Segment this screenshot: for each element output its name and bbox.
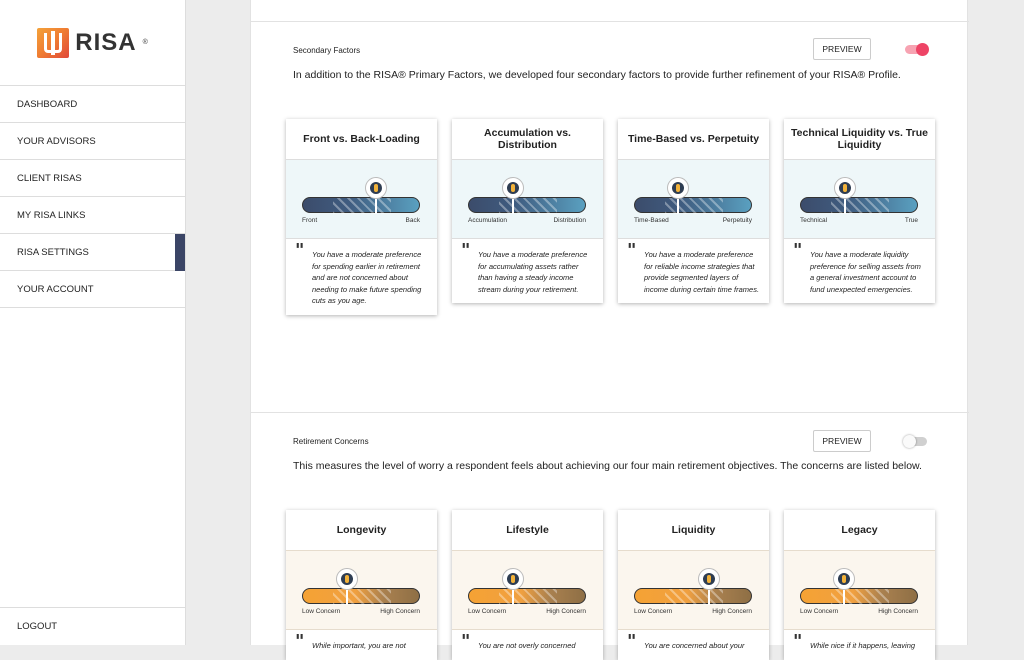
factor-scale [784,159,935,239]
profile-marker-icon [698,568,720,590]
scale-bar [468,588,586,604]
scale-left-label: Low Concern [634,608,673,615]
secondary-factors-description: In addition to the RISA® Primary Factors, we developed four secondary factors to provide further refinement of your RISA® Profile. [293,69,901,81]
divider [251,412,969,413]
concern-scale [452,550,603,630]
factor-scale [452,159,603,239]
card-quote-text: You are concerned about your [644,641,745,650]
scale-bar [800,588,918,604]
scale-bar [468,197,586,213]
concern-card [286,510,437,660]
scale-right-label: Back [405,217,420,224]
factor-card [618,119,769,303]
factor-scale [286,159,437,239]
concern-scale [618,550,769,630]
quote-icon: " [793,240,803,261]
scale-right-label: Perpetuity [722,217,752,224]
concern-card [618,510,769,660]
factor-scale [618,159,769,239]
card-title: Longevity [336,524,387,536]
card-quote [286,239,437,315]
nav-item-risa-settings[interactable]: RISA SETTINGS [0,234,185,271]
secondary-factors-toggle[interactable] [905,45,927,54]
retirement-concerns-description: This measures the level of worry a respondent feels about achieving our four main retirement objectives. The concerns are listed below. [293,460,922,472]
scale-left-label: Time-Based [634,217,669,224]
scale-right-label: True [904,217,918,224]
sidebar [0,0,186,645]
profile-marker-icon [365,177,387,199]
concern-scale [784,550,935,630]
nav-item-my-risa-links[interactable]: MY RISA LINKS [0,197,185,234]
card-quote-text: You have a moderate preference for accumulating assets rather than having a steady income stream during your retirement. [478,250,588,294]
logo[interactable] [0,0,185,86]
profile-marker-icon [834,177,856,199]
card-title: Liquidity [671,524,716,536]
card-quote [618,630,769,660]
profile-marker-icon [336,568,358,590]
brand-name: RISA [75,28,137,56]
card-title: Front vs. Back-Loading [303,133,420,145]
scale-left-label: Low Concern [800,608,839,615]
card-quote-text: While important, you are not [312,641,406,650]
scale-right-label: High Concern [878,608,918,615]
scale-right-label: Distribution [553,217,586,224]
quote-icon: " [461,631,471,652]
scale-right-label: High Concern [546,608,586,615]
card-quote [452,630,603,660]
secondary-preview-button[interactable]: PREVIEW [813,38,871,60]
quote-icon: " [295,240,305,261]
profile-marker-icon [667,177,689,199]
risa-logo-icon [37,28,69,58]
scale-bar [302,588,420,604]
brand-registered: ® [142,39,148,46]
scale-left-label: Accumulation [468,217,508,224]
card-quote-text: You have a moderate liquidity preference for selling assets from a general investment account to fund unexpected emergencies. [810,250,921,294]
nav-item-dashboard[interactable]: DASHBOARD [0,86,185,123]
profile-marker-icon [502,568,524,590]
profile-marker-icon [833,568,855,590]
card-title: Accumulation vs. Distribution [484,127,571,151]
scale-left-label: Low Concern [302,608,341,615]
scale-left-label: Technical [800,217,828,224]
scale-bar [302,197,420,213]
factor-card [286,119,437,315]
quote-icon: " [627,631,637,652]
profile-marker-icon [502,177,524,199]
scale-right-label: High Concern [712,608,752,615]
card-quote [618,239,769,303]
card-title: Technical Liquidity vs. True Liquidity [791,127,928,151]
scale-bar [634,197,752,213]
nav-item-your-account[interactable]: YOUR ACCOUNT [0,271,185,308]
card-quote [784,239,935,303]
card-quote-text: You have a moderate preference for spending earlier in retirement and are not concerned about needing to make future spending cuts as you age. [312,250,422,305]
concern-card [452,510,603,660]
card-title: Legacy [841,524,878,536]
quote-icon: " [627,240,637,261]
concern-card [784,510,935,660]
scale-left-label: Low Concern [468,608,507,615]
scale-left-label: Front [302,217,318,224]
card-quote [452,239,603,303]
divider [251,21,969,22]
card-quote-text: You have a moderate preference for reliable income strategies that provide segmented layers of income during certain time frames. [644,250,760,294]
card-title: Time-Based vs. Perpetuity [627,133,760,145]
card-quote [784,630,935,660]
scale-right-label: High Concern [380,608,420,615]
card-title: Lifestyle [506,524,549,536]
factor-card [452,119,603,303]
card-quote [286,630,437,660]
quote-icon: " [461,240,471,261]
factor-card [784,119,935,303]
quote-icon: " [793,631,803,652]
logout-link[interactable]: LOGOUT [0,607,185,645]
card-quote-text: While nice if it happens, leaving [810,641,916,650]
retirement-concerns-title: Retirement Concerns [293,437,369,446]
toggle-knob [903,435,916,448]
scale-bar [634,588,752,604]
settings-panel [250,0,968,652]
scale-bar [800,197,918,213]
quote-icon: " [295,631,305,652]
card-quote-text: You are not overly concerned [478,641,576,650]
toggle-knob [916,43,929,56]
retirement-preview-button[interactable]: PREVIEW [813,430,871,452]
secondary-factors-title: Secondary Factors [293,46,361,55]
retirement-concerns-toggle[interactable] [905,437,927,446]
concern-scale [286,550,437,630]
nav-item-your-advisors[interactable]: YOUR ADVISORS [0,123,185,160]
nav-item-client-risas[interactable]: CLIENT RISAS [0,160,185,197]
